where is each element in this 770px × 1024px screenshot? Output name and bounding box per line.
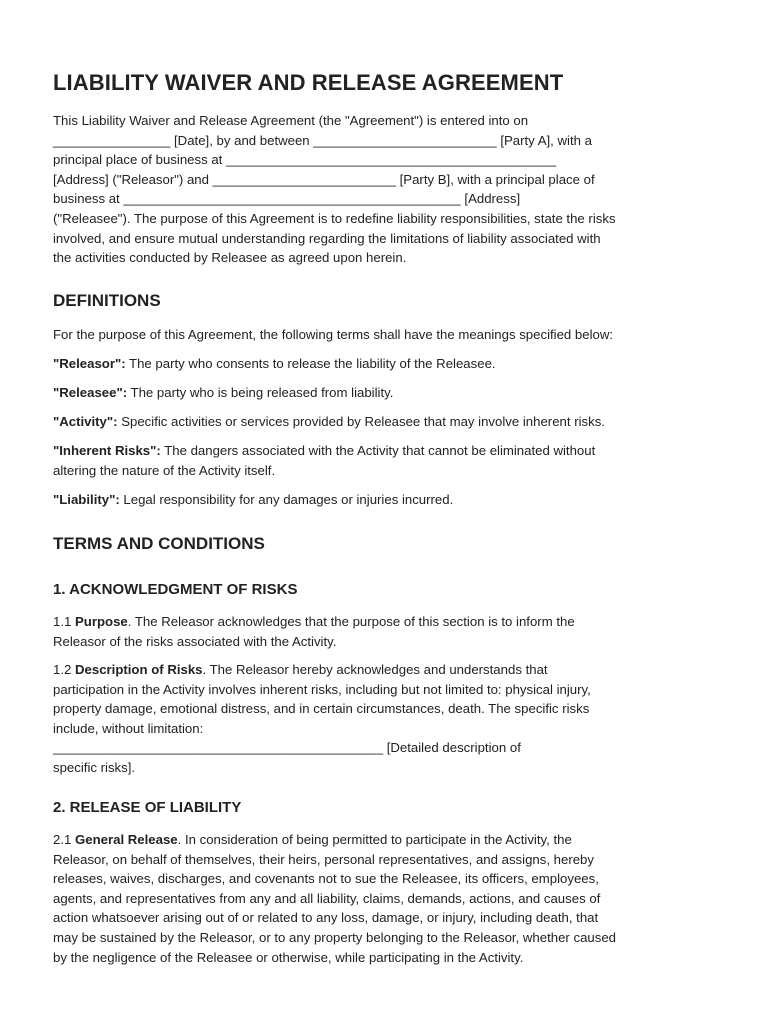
intro-paragraph [53,111,616,268]
clause-text: participation in the Activity involves inherent risks, including but not limited to: physical injury, [53,681,591,697]
text-line: This Liability Waiver and Release Agreement (the "Agreement") is entered into on [53,113,529,128]
clause-text: . The Releasor acknowledges that the purpose of this section is to inform the [127,614,575,629]
clause-number: 2.1 [53,832,75,847]
section-heading: 1. ACKNOWLEDGMENT OF RISKS [53,581,298,598]
definition-text: The dangers associated with the Activity that cannot be eliminated without [160,443,596,458]
definition-text: Legal responsibility for any damages or injuries incurred. [119,492,454,507]
clause-title: General Release [75,832,178,847]
terms-heading: TERMS AND CONDITIONS [53,534,265,553]
clause-number: 1.1 [53,614,75,629]
definition-item [53,490,453,510]
clause-text: include, without limitation: [53,720,204,736]
definition-term: "Activity": [53,414,118,429]
text-line: ________________ [Date], by and between _________________________ [Party A], with a [53,132,592,148]
definition-text: The party who is being released from liability. [127,385,394,400]
clause-text: . In consideration of being permitted to participate in the Activity, the [177,832,572,847]
definitions-heading: DEFINITIONS [53,291,161,310]
text-line: business at ______________________________________________ [Address] [53,191,521,207]
clause-text: Releasor of the risks associated with the Activity. [53,633,337,649]
definition-term: "Releasee": [53,385,128,400]
text-line: ("Releasee"). The purpose of this Agreement is to redefine liability responsibilities, state the risks [53,210,616,226]
text-line: [Address] ("Releasor") and _________________________ [Party B], with a principal place of [53,171,595,187]
clause-text: . The Releasor hereby acknowledges and understands that [202,662,548,677]
clause-number: 1.2 [53,662,75,677]
clause-text: by the negligence of the Releasee or otherwise, while participating in the Activity. [53,949,524,965]
clause-text: specific risks]. [53,759,136,775]
clause [53,660,591,778]
definition-term: "Liability": [53,492,120,507]
clause [53,830,616,967]
clause-text: agents, and representatives from any and all liability, claims, demands, actions, and causes of [53,890,601,906]
clause-text: action whatsoever arising out of or related to any loss, damage, or injury, including death, that [53,910,599,926]
clause-text: _____________________________________________ [Detailed description of [53,740,521,756]
clause-title: Purpose [75,614,128,629]
definition-text: altering the nature of the Activity itself. [53,462,276,478]
definition-term: "Releasor": [53,356,126,371]
text-line: principal place of business at _____________________________________________ [53,152,557,168]
definition-text: The party who consents to release the liability of the Releasee. [125,356,496,371]
definition-item [53,383,393,403]
clause-text: releases, waives, discharges, and covenants not to sue the Releasee, its officers, employees, [53,871,599,887]
clause [53,612,575,651]
clause-title: Description of Risks [75,662,203,677]
definition-text: Specific activities or services provided by Releasee that may involve inherent risks. [117,414,605,429]
definition-item [53,412,605,432]
clause-text: Releasor, on behalf of themselves, their heirs, personal representatives, and assigns, hereby [53,851,594,867]
clause-text: may be sustained by the Releasor, or to any property belonging to the Releasor, whether caused [53,929,617,945]
definition-term: "Inherent Risks": [53,443,161,458]
definitions-intro: For the purpose of this Agreement, the following terms shall have the meanings specified below: [53,327,614,342]
definition-item [53,354,496,374]
definition-item [53,441,595,480]
clause-text: property damage, emotional distress, and in certain circumstances, death. The specific risks [53,701,590,717]
section-heading: 2. RELEASE OF LIABILITY [53,799,242,816]
text-line: involved, and ensure mutual understanding regarding the limitations of liability associated with [53,230,601,246]
text-line: the activities conducted by Releasee as agreed upon herein. [53,250,407,266]
document-title: LIABILITY WAIVER AND RELEASE AGREEMENT [53,70,564,95]
